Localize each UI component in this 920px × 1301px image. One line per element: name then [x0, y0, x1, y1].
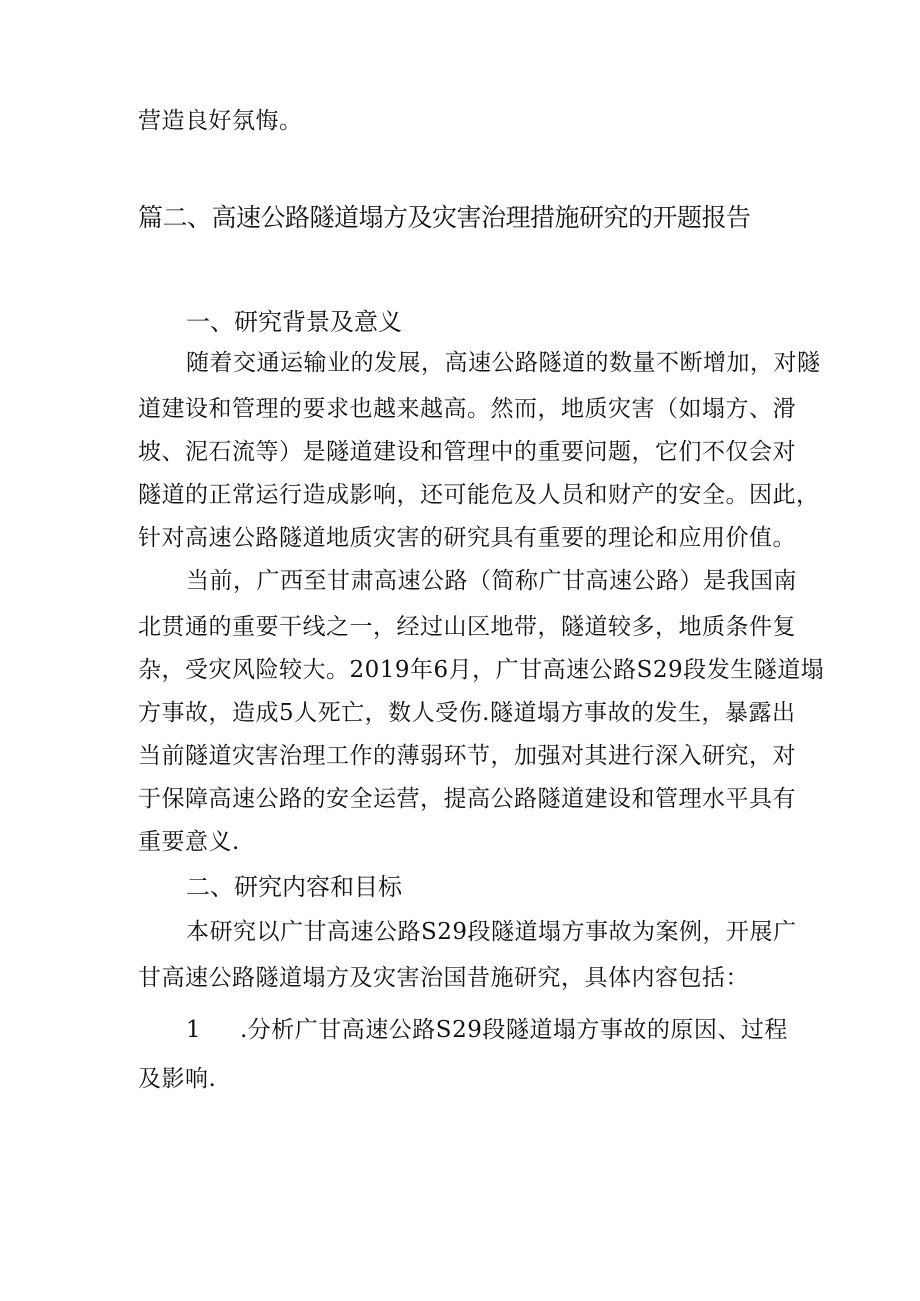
paragraph-line: 隧道的正常运行造成影响，还可能危及人员和财产的安全。因此， — [138, 482, 820, 508]
paragraph-line: 于保障高速公路的安全运营，提高公路隧道建设和管理水平具有 — [138, 786, 796, 812]
list-item — [0, 1014, 920, 1046]
list-item-number: 1 — [186, 1017, 202, 1043]
paragraph-line: 道建设和管理的要求也越来越高。然而，地质灾害（如塌方、滑 — [138, 396, 796, 422]
list-item-continuation: 及影响. — [138, 1066, 217, 1092]
paragraph-line: 甘高速公路隧道塌方及灾害治国昔施研究，具体内容包括： — [138, 965, 749, 991]
paragraph-line: 本研究以广甘高速公路S29段隧道塌方事故为案例，开展广 — [186, 919, 797, 945]
carry-over-line: 营造良好氛悔。 — [138, 108, 303, 134]
paragraph-line: 随着交通运输业的发展，高速公路隧道的数量不断增加，对隧 — [186, 350, 821, 376]
paragraph-line: 当前，广西至甘肃高速公路（简称广甘高速公路）是我国南 — [186, 568, 797, 594]
paragraph-line: 杂，受灾风险较大。2019年6月，广甘高速公路S29段发生隧道塌 — [138, 657, 825, 683]
paragraph-line: 针对高速公路隧道地质灾害的研究具有重要的理论和应用价值。 — [138, 525, 796, 551]
paragraph-line: 重要意义. — [138, 829, 240, 855]
paragraph-line: 方事故，造成5人死亡，数人受伤.隧道塌方事故的发生，暴露出 — [138, 700, 796, 726]
section-heading-content-goals: 二、研究内容和目标 — [186, 873, 402, 901]
paragraph-line: 当前隧道灾害治理工作的薄弱环节，加强对其进行深入研究，对 — [138, 743, 796, 769]
article-title: 篇二、高速公路隧道塌方及灾害治理措施研究的开题报告 — [138, 203, 751, 232]
paragraph-line: 坡、泥石流等）是隧道建设和管理中的重要问题，它们不仅会对 — [138, 439, 796, 465]
list-item-text: .分析广甘高速公路S29段隧道塌方事故的原因、过程 — [240, 1017, 788, 1043]
section-heading-background: 一、研究背景及意义 — [186, 308, 402, 336]
paragraph-line: 北贯通的重要干线之一，经过山区地带，隧道较多，地质条件复 — [138, 614, 796, 640]
